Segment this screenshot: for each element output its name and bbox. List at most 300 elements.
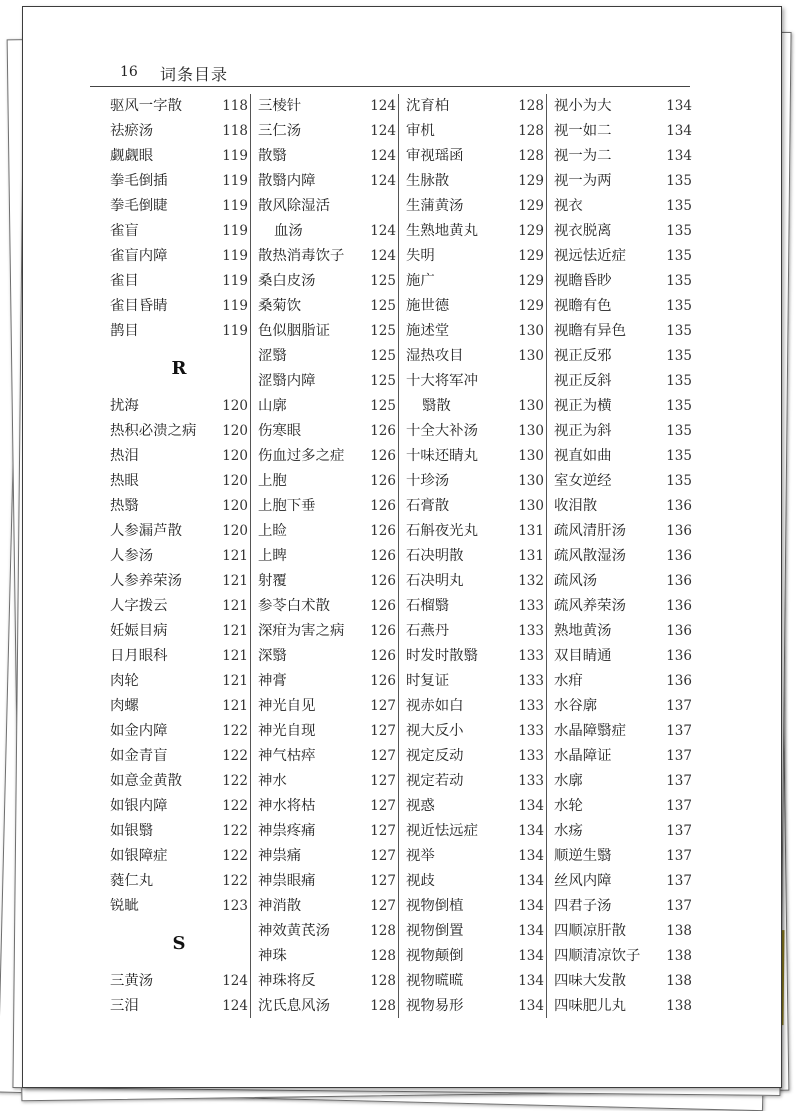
index-entry [110,94,248,119]
entry-term: 涩翳内障 [258,373,316,389]
index-entry [110,669,248,694]
entry-page-number: 126 [370,498,396,514]
entry-term: 视瞻有异色 [554,323,626,339]
entry-page-number: 134 [518,873,544,889]
entry-term: 湿热攻目 [406,348,464,364]
index-entry [554,919,692,944]
entry-page-number: 136 [666,623,692,639]
entry-term: 水晶障翳症 [554,723,626,739]
index-entry [110,169,248,194]
entry-page-number: 129 [518,273,544,289]
entry-term: 深疳为害之病 [258,623,345,639]
index-entry [258,169,396,194]
entry-term: 雀目昏睛 [110,298,168,314]
entry-page-number: 134 [518,998,544,1014]
index-entry [406,919,544,944]
entry-term: 射覆 [258,573,287,589]
index-entry [110,444,248,469]
entry-term: 视直如曲 [554,448,612,464]
index-entry [406,194,544,219]
entry-page-number: 125 [370,373,396,389]
index-entry [110,419,248,444]
index-entry [258,119,396,144]
entry-term: 室女逆经 [554,473,612,489]
entry-page-number: 124 [370,223,396,239]
entry-term: 血汤 [274,223,303,239]
page-header [90,58,690,87]
entry-term: 人参漏芦散 [110,523,182,539]
entry-page-number: 120 [222,523,248,539]
index-entry [554,494,692,519]
entry-page-number: 134 [666,98,692,114]
index-entry [258,819,396,844]
entry-page-number: 125 [370,298,396,314]
index-entry [258,794,396,819]
entry-page-number: 119 [222,273,248,289]
entry-term: 如意金黄散 [110,773,182,789]
entry-page-number: 134 [518,973,544,989]
entry-page-number: 137 [666,848,692,864]
entry-term: 石决明丸 [406,573,464,589]
index-entry [554,819,692,844]
entry-term: 石斛夜光丸 [406,523,478,539]
entry-term: 水谷廓 [554,698,598,714]
entry-term: 十味还睛丸 [406,448,478,464]
index-entry [258,644,396,669]
entry-term: 神消散 [258,898,302,914]
entry-page-number: 133 [518,723,544,739]
entry-term: 蕤仁丸 [110,873,154,889]
entry-term: 十珍汤 [406,473,450,489]
entry-page-number: 138 [666,923,692,939]
page-number: 16 [120,64,138,80]
entry-term: 十全大补汤 [406,423,478,439]
entry-page-number: 119 [222,323,248,339]
entry-term: 丝风内障 [554,873,612,889]
entry-page-number: 121 [222,573,248,589]
index-entry [406,819,544,844]
entry-term: 疏风散湿汤 [554,548,626,564]
entry-page-number: 135 [666,448,692,464]
entry-term: 水晶障证 [554,748,612,764]
index-entry [554,644,692,669]
index-entry [554,594,692,619]
index-entry [258,919,396,944]
entry-term: 视惑 [406,798,435,814]
entry-term: 四君子汤 [554,898,612,914]
entry-term: 色似胭脂证 [258,323,330,339]
index-entry [406,419,544,444]
entry-page-number: 135 [666,273,692,289]
entry-page-number: 126 [370,598,396,614]
entry-term: 驱风一字散 [110,98,182,114]
entry-page-number: 135 [666,423,692,439]
entry-term: 上胞 [258,473,287,489]
index-entry [406,544,544,569]
entry-term: 时发时散翳 [406,648,478,664]
index-entry [110,894,248,919]
index-entry [406,594,544,619]
entry-page-number: 133 [518,673,544,689]
entry-term: 视一为二 [554,148,612,164]
index-entry [406,219,544,244]
entry-term: 参苓白术散 [258,598,330,614]
index-entry [110,144,248,169]
entry-term: 视正为横 [554,398,612,414]
entry-term: 神珠将反 [258,973,316,989]
index-entry [258,519,396,544]
entry-page-number: 136 [666,548,692,564]
entry-page-number: 122 [222,723,248,739]
entry-page-number: 130 [518,348,544,364]
entry-term: 神光自见 [258,698,316,714]
entry-page-number: 124 [370,248,396,264]
index-entry [258,144,396,169]
entry-page-number: 134 [518,923,544,939]
index-entry [554,994,692,1019]
entry-page-number: 135 [666,248,692,264]
entry-page-number: 124 [222,998,248,1014]
entry-term: 沈育柏 [406,98,450,114]
entry-term: 三仁汤 [258,123,302,139]
entry-page-number: 120 [222,498,248,514]
index-entry [554,369,692,394]
index-entry [406,444,544,469]
index-entry [554,119,692,144]
index-entry [258,94,396,119]
index-entry [406,119,544,144]
entry-page-number: 119 [222,148,248,164]
index-entry [406,694,544,719]
entry-term: 视定反动 [406,748,464,764]
index-entry [258,544,396,569]
entry-page-number: 134 [518,848,544,864]
entry-term: 神气枯瘁 [258,748,316,764]
entry-term: 审视瑶函 [406,148,464,164]
index-column-4 [554,94,692,1018]
entry-page-number: 128 [370,998,396,1014]
entry-term: 如银内障 [110,798,168,814]
index-entry [406,719,544,744]
entry-page-number: 133 [518,698,544,714]
index-entry [258,619,396,644]
index-entry [406,469,544,494]
index-column-3 [406,94,544,1018]
entry-term: 施述堂 [406,323,450,339]
index-entry [554,194,692,219]
index-entry [258,469,396,494]
index-entry [258,744,396,769]
index-entry [554,544,692,569]
index-entry [406,869,544,894]
index-entry [406,369,544,394]
entry-term: 视衣脱离 [554,223,612,239]
index-entry [110,494,248,519]
entry-page-number: 138 [666,973,692,989]
index-entry [406,519,544,544]
entry-term: 热翳 [110,498,139,514]
entry-term: 生脉散 [406,173,450,189]
index-entry [258,969,396,994]
entry-page-number: 130 [518,498,544,514]
entry-term: 雀盲内障 [110,248,168,264]
entry-page-number: 124 [222,973,248,989]
entry-term: 熟地黄汤 [554,623,612,639]
index-entry [406,294,544,319]
entry-term: 视举 [406,848,435,864]
entry-term: 翳散 [422,398,451,414]
entry-page-number: 127 [370,873,396,889]
entry-page-number: 126 [370,448,396,464]
entry-page-number: 126 [370,548,396,564]
entry-term: 伤寒眼 [258,423,302,439]
entry-term: 视一为两 [554,173,612,189]
index-entry [110,844,248,869]
index-entry [110,594,248,619]
entry-term: 神祟痛 [258,848,302,864]
entry-page-number: 124 [370,98,396,114]
entry-page-number: 124 [370,173,396,189]
entry-term: 人参养荣汤 [110,573,182,589]
entry-term: 视物颠倒 [406,948,464,964]
entry-page-number: 135 [666,373,692,389]
entry-page-number: 127 [370,823,396,839]
entry-page-number: 129 [518,298,544,314]
entry-page-number: 126 [370,573,396,589]
entry-page-number: 133 [518,748,544,764]
index-entry [554,269,692,294]
entry-page-number: 135 [666,173,692,189]
entry-page-number: 128 [518,123,544,139]
entry-page-number: 122 [222,823,248,839]
index-entry [554,844,692,869]
entry-term: 拳毛倒睫 [110,198,168,214]
index-entry [258,719,396,744]
entry-page-number: 121 [222,673,248,689]
entry-term: 审机 [406,123,435,139]
entry-page-number: 120 [222,423,248,439]
index-entry [258,494,396,519]
entry-page-number: 137 [666,773,692,789]
entry-term: 神水将枯 [258,798,316,814]
index-entry [258,869,396,894]
index-entry [110,994,248,1019]
entry-page-number: 130 [518,423,544,439]
index-entry [110,194,248,219]
entry-term: 神水 [258,773,287,789]
index-entry [258,994,396,1019]
entry-page-number: 121 [222,548,248,564]
entry-term: 沈氏息风汤 [258,998,330,1014]
entry-page-number: 135 [666,323,692,339]
entry-page-number: 120 [222,398,248,414]
index-entry [406,894,544,919]
entry-term: 十大将军冲 [406,373,478,389]
index-entry [110,569,248,594]
entry-page-number: 127 [370,848,396,864]
index-entry [110,819,248,844]
index-entry [110,294,248,319]
entry-term: 雀盲 [110,223,139,239]
entry-term: 疏风清肝汤 [554,523,626,539]
index-entry [258,319,396,344]
index-entry [258,419,396,444]
entry-page-number: 125 [370,398,396,414]
entry-term: 散翳内障 [258,173,316,189]
entry-page-number: 130 [518,448,544,464]
entry-term: 石决明散 [406,548,464,564]
index-entry [110,769,248,794]
entry-term: 上睑 [258,523,287,539]
entry-term: 四味大发散 [554,973,626,989]
index-entry [406,319,544,344]
entry-page-number: 135 [666,473,692,489]
entry-page-number: 131 [518,548,544,564]
index-entry [406,794,544,819]
index-entry [554,344,692,369]
entry-page-number: 132 [518,573,544,589]
entry-page-number: 129 [518,173,544,189]
entry-page-number: 128 [370,973,396,989]
index-entry [110,519,248,544]
entry-term: 人字拨云 [110,598,168,614]
index-entry [110,619,248,644]
entry-page-number: 122 [222,773,248,789]
index-entry [406,344,544,369]
index-entry [258,269,396,294]
entry-term: 双目睛通 [554,648,612,664]
entry-term: 视小为大 [554,98,612,114]
entry-page-number: 123 [222,898,248,914]
index-entry [554,294,692,319]
entry-page-number: 126 [370,473,396,489]
index-entry [406,169,544,194]
entry-page-number: 135 [666,398,692,414]
entry-term: 疏风养荣汤 [554,598,626,614]
entry-term: 石榴翳 [406,598,450,614]
entry-page-number: 134 [666,148,692,164]
entry-page-number: 138 [666,998,692,1014]
index-entry [554,394,692,419]
entry-term: 雀目 [110,273,139,289]
entry-term: 伤血过多之症 [258,448,345,464]
index-entry [406,569,544,594]
entry-page-number: 126 [370,423,396,439]
index-entry [406,244,544,269]
entry-term: 拳毛倒插 [110,173,168,189]
index-entry [554,444,692,469]
entry-page-number: 133 [518,623,544,639]
entry-page-number: 134 [518,948,544,964]
entry-term: 神珠 [258,948,287,964]
index-entry [554,744,692,769]
entry-term: 失明 [406,248,435,264]
entry-page-number: 130 [518,473,544,489]
index-entry [110,969,248,994]
entry-page-number: 118 [222,123,248,139]
index-entry [258,244,396,269]
entry-term: 视正为斜 [554,423,612,439]
entry-page-number: 126 [370,648,396,664]
entry-term: 时复证 [406,673,450,689]
index-entry [406,644,544,669]
entry-term: 热眼 [110,473,139,489]
entry-page-number: 127 [370,723,396,739]
index-entry [554,769,692,794]
index-entry [110,794,248,819]
entry-term: 上睥 [258,548,287,564]
index-entry [110,644,248,669]
entry-page-number: 124 [370,148,396,164]
section-letter: S [172,933,186,954]
entry-term: 肉螺 [110,698,139,714]
entry-page-number: 137 [666,723,692,739]
entry-page-number: 125 [370,323,396,339]
index-entry [110,869,248,894]
index-entry [258,219,396,244]
index-entry [110,319,248,344]
entry-term: 水轮 [554,798,583,814]
index-entry [110,544,248,569]
entry-term: 视歧 [406,873,435,889]
entry-term: 神效黄芪汤 [258,923,330,939]
entry-page-number: 119 [222,248,248,264]
entry-term: 四顺凉肝散 [554,923,626,939]
index-entry [554,869,692,894]
index-entry [110,244,248,269]
entry-page-number: 136 [666,523,692,539]
entry-term: 视正反邪 [554,348,612,364]
entry-term: 日月眼科 [110,648,168,664]
entry-page-number: 126 [370,623,396,639]
entry-page-number: 127 [370,898,396,914]
entry-term: 生熟地黄丸 [406,223,478,239]
index-entry [258,344,396,369]
entry-term: 涩翳 [258,348,287,364]
index-entry [554,944,692,969]
entry-page-number: 134 [518,898,544,914]
entry-page-number: 133 [518,598,544,614]
entry-page-number: 126 [370,673,396,689]
entry-page-number: 121 [222,623,248,639]
entry-page-number: 127 [370,748,396,764]
entry-page-number: 122 [222,873,248,889]
page-title: 词条目录 [160,65,229,84]
index-entry [554,569,692,594]
entry-term: 视物𥉂𥉂 [406,973,464,989]
entry-term: 肉轮 [110,673,139,689]
entry-term: 桑菊饮 [258,298,302,314]
entry-page-number: 137 [666,823,692,839]
entry-term: 生蒲黄汤 [406,198,464,214]
column-divider [250,94,251,1018]
entry-page-number: 134 [518,798,544,814]
index-entry [554,894,692,919]
index-entry [554,169,692,194]
index-entry [258,944,396,969]
entry-page-number: 136 [666,573,692,589]
index-entry [258,394,396,419]
entry-term: 视物倒植 [406,898,464,914]
entry-page-number: 119 [222,198,248,214]
entry-page-number: 127 [370,798,396,814]
entry-term: 顺逆生翳 [554,848,612,864]
entry-page-number: 119 [222,223,248,239]
entry-page-number: 122 [222,848,248,864]
index-entry [554,694,692,719]
index-entry [406,994,544,1019]
index-entry [258,594,396,619]
